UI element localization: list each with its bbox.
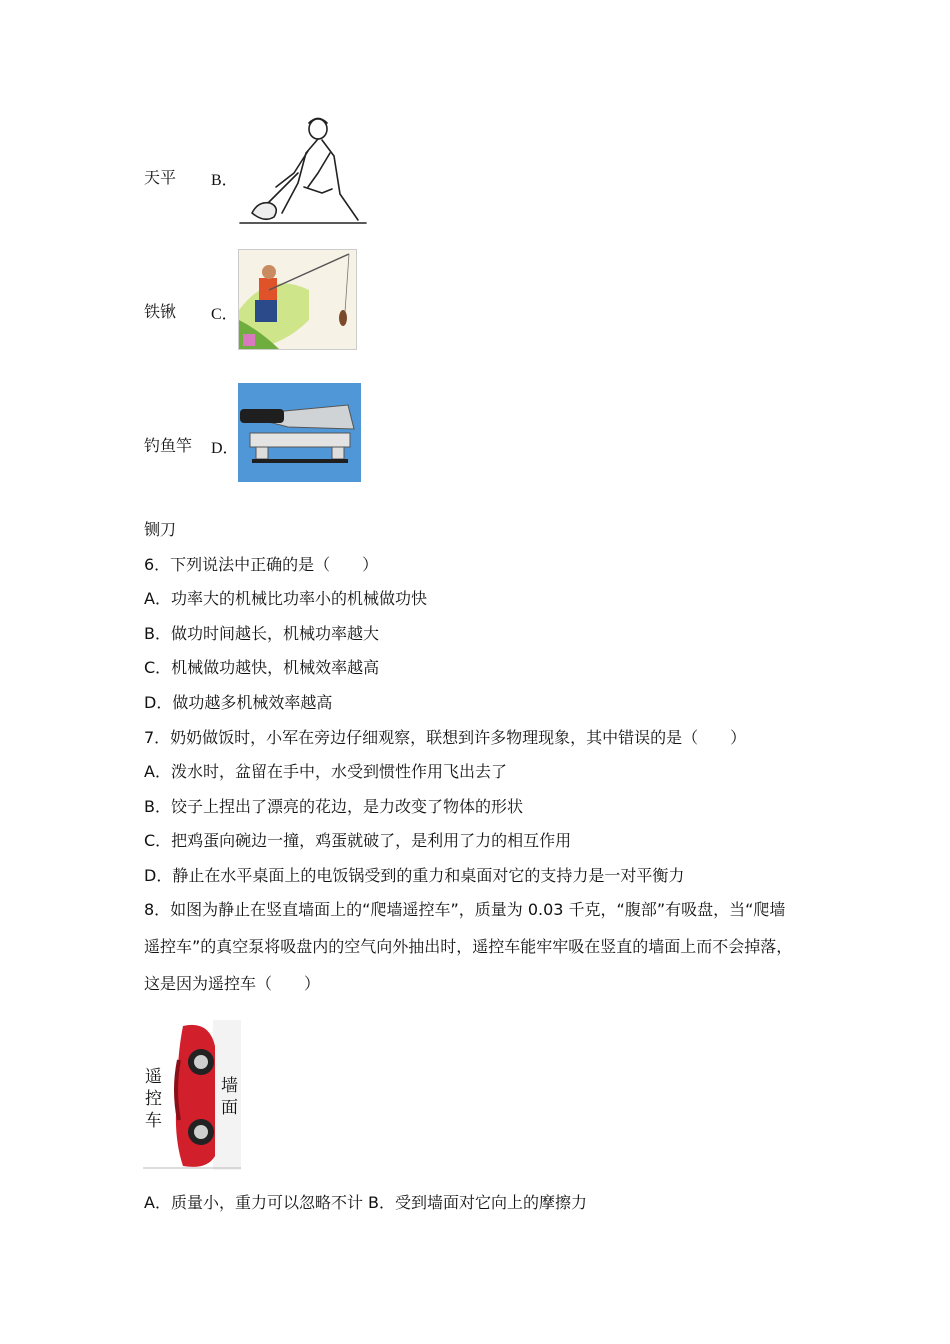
figure-label-car-char-2: 控 <box>145 1089 162 1109</box>
q6-option-a: A．功率大的机械比功率小的机械做功快 <box>144 589 427 608</box>
shovel-figure <box>238 113 368 227</box>
q8-stem-line2: 遥控车”的真空泵将吸盘内的空气向外抽出时，遥控车能牢牢吸在竖直的墙面上而不会掉落， <box>144 937 793 956</box>
option-prev-a-text: 天平 <box>144 168 177 187</box>
figure-label-car-char-1: 遥 <box>145 1067 162 1087</box>
wall-car-figure <box>143 1020 241 1170</box>
figure-label-car-char-3: 车 <box>145 1111 162 1131</box>
figure-label-car <box>145 1066 162 1132</box>
option-prev-c-text: 钓鱼竿 <box>144 436 193 455</box>
q6-option-b: B．做功时间越长，机械功率越大 <box>144 624 379 643</box>
q7-option-d: D．静止在水平桌面上的电饭锅受到的重力和桌面对它的支持力是一对平衡力 <box>144 866 685 885</box>
figure-label-wall-char-1: 墙 <box>221 1076 238 1096</box>
figure-label-wall <box>221 1075 238 1119</box>
q8-stem-line1: 8．如图为静止在竖直墙面上的“爬墙遥控车”，质量为 0.03 千克，“腹部”有吸盘，当“爬墙 <box>144 900 786 919</box>
q7-stem: 7．奶奶做饭时，小军在旁边仔细观察，联想到许多物理现象，其中错误的是（ ） <box>144 728 747 747</box>
cutter-figure <box>238 383 361 482</box>
q6-option-d: D．做功越多机械效率越高 <box>144 693 333 712</box>
q6-option-c: C．机械做功越快，机械效率越高 <box>144 658 380 677</box>
option-prev-b-text: 铁锹 <box>144 302 177 321</box>
option-prev-d-text: 铡刀 <box>144 520 177 539</box>
q7-option-a: A．泼水时，盆留在手中，水受到惯性作用飞出去了 <box>144 762 507 781</box>
option-b-letter: B． <box>211 172 238 189</box>
q8-options-row: A．质量小，重力可以忽略不计 B．受到墙面对它向上的摩擦力 <box>144 1193 588 1212</box>
q7-option-b: B．饺子上捏出了漂亮的花边，是力改变了物体的形状 <box>144 797 523 816</box>
q8-stem-line3: 这是因为遥控车（ ） <box>144 974 321 993</box>
q7-option-c: C．把鸡蛋向碗边一撞，鸡蛋就破了，是利用了力的相互作用 <box>144 831 572 850</box>
q6-stem: 6．下列说法中正确的是（ ） <box>144 555 379 574</box>
figure-label-wall-char-2: 面 <box>221 1098 238 1118</box>
option-c-letter: C． <box>211 306 238 323</box>
option-d-letter: D． <box>211 440 239 457</box>
fishing-figure <box>238 249 357 350</box>
